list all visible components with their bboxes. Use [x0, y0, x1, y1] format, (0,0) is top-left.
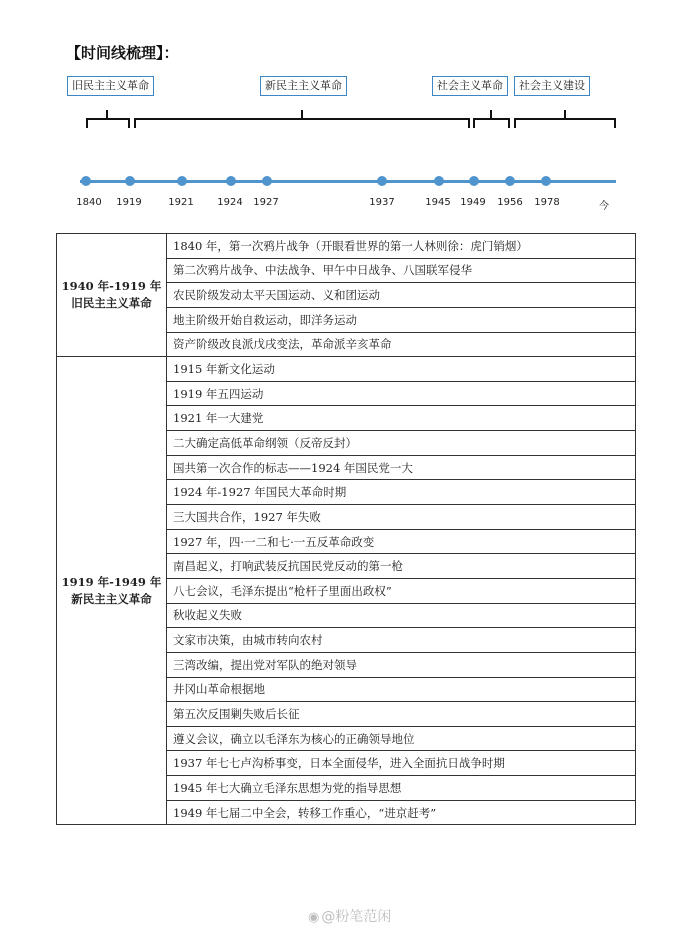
event-cell: 1937 年七七卢沟桥事变，日本全面侵华，进入全面抗日战争时期 [167, 751, 636, 776]
timeline-dot [541, 176, 551, 186]
event-cell: 1927 年，四·一二和七·一五反革命政变 [167, 529, 636, 554]
era-name: 旧民主主义革命 [71, 296, 152, 311]
event-cell: 秋收起义失败 [167, 603, 636, 628]
event-cell: 三大国共合作，1927 年失败 [167, 505, 636, 530]
year-label: 1949 [460, 197, 486, 208]
brace-tick [301, 110, 303, 120]
event-cell: 国共第一次合作的标志——1924 年国民党一大 [167, 455, 636, 480]
event-cell: 1840 年，第一次鸦片战争（开眼看世界的第一人林则徐：虎门销烟） [167, 234, 636, 259]
timeline-dot [377, 176, 387, 186]
year-label: 1919 [116, 197, 142, 208]
brace-old-democratic [86, 118, 130, 128]
timeline-dot [262, 176, 272, 186]
brace-tick [564, 110, 566, 120]
timeline-dot [434, 176, 444, 186]
era-years: 1940 年-1919 年 [61, 279, 162, 294]
events-table [56, 233, 636, 825]
watermark [308, 906, 391, 926]
table-row [57, 357, 636, 382]
event-cell: 八七会议，毛泽东提出“枪杆子里面出政权” [167, 578, 636, 603]
event-cell: 南昌起义，打响武装反抗国民党反动的第一枪 [167, 554, 636, 579]
period-label-socialist-construction: 社会主义建设 [514, 76, 590, 96]
timeline-dot [81, 176, 91, 186]
event-cell: 1945 年七大确立毛泽东思想为党的指导思想 [167, 776, 636, 801]
year-label: 今 [599, 201, 609, 212]
event-cell: 三湾改编，提出党对军队的绝对领导 [167, 652, 636, 677]
timeline-axis [80, 180, 616, 183]
event-cell: 农民阶级发动太平天国运动、义和团运动 [167, 283, 636, 308]
section-heading: 【时间线梳理】： [66, 44, 179, 62]
event-cell: 1915 年新文化运动 [167, 357, 636, 382]
event-cell: 资产阶级改良派戊戌变法，革命派辛亥革命 [167, 332, 636, 357]
timeline-diagram [0, 0, 690, 220]
event-cell: 第五次反围剿失败后长征 [167, 702, 636, 727]
event-cell: 第二次鸦片战争、中法战争、甲午中日战争、八国联军侵华 [167, 258, 636, 283]
era-name: 新民主主义革命 [71, 591, 152, 606]
event-cell: 地主阶级开始自救运动，即洋务运动 [167, 307, 636, 332]
timeline-dot [125, 176, 135, 186]
year-label: 1945 [425, 197, 451, 208]
year-label: 1978 [534, 197, 560, 208]
event-cell: 井冈山革命根据地 [167, 677, 636, 702]
period-label-old-democratic: 旧民主主义革命 [67, 76, 154, 96]
year-label: 1937 [369, 197, 395, 208]
year-label: 1840 [76, 197, 102, 208]
timeline-dot [469, 176, 479, 186]
event-cell: 1924 年-1927 年国民大革命时期 [167, 480, 636, 505]
era-cell-new-democratic [57, 357, 167, 825]
timeline-dot [226, 176, 236, 186]
event-cell: 遵义会议，确立以毛泽东为核心的正确领导地位 [167, 726, 636, 751]
brace-tick [106, 110, 108, 120]
year-label: 1956 [497, 197, 523, 208]
timeline-dot [505, 176, 515, 186]
watermark-text: @粉笔范闲 [321, 909, 392, 925]
timeline-dot [177, 176, 187, 186]
weibo-icon: ◉ [308, 910, 320, 925]
year-label: 1921 [168, 197, 194, 208]
event-cell: 1919 年五四运动 [167, 381, 636, 406]
event-cell: 1921 年一大建党 [167, 406, 636, 431]
era-years: 1919 年-1949 年 [61, 574, 162, 589]
event-cell: 1949 年七届二中全会，转移工作重心，“进京赶考” [167, 800, 636, 825]
period-label-new-democratic: 新民主主义革命 [260, 76, 347, 96]
table-row [57, 234, 636, 259]
event-cell: 文家市决策，由城市转向农村 [167, 628, 636, 653]
year-label: 1927 [253, 197, 279, 208]
brace-tick [490, 110, 492, 120]
year-label: 1924 [217, 197, 243, 208]
period-label-socialist-revolution: 社会主义革命 [432, 76, 508, 96]
event-cell: 二大确定高低革命纲领（反帝反封） [167, 431, 636, 456]
era-cell-old-democratic [57, 234, 167, 357]
